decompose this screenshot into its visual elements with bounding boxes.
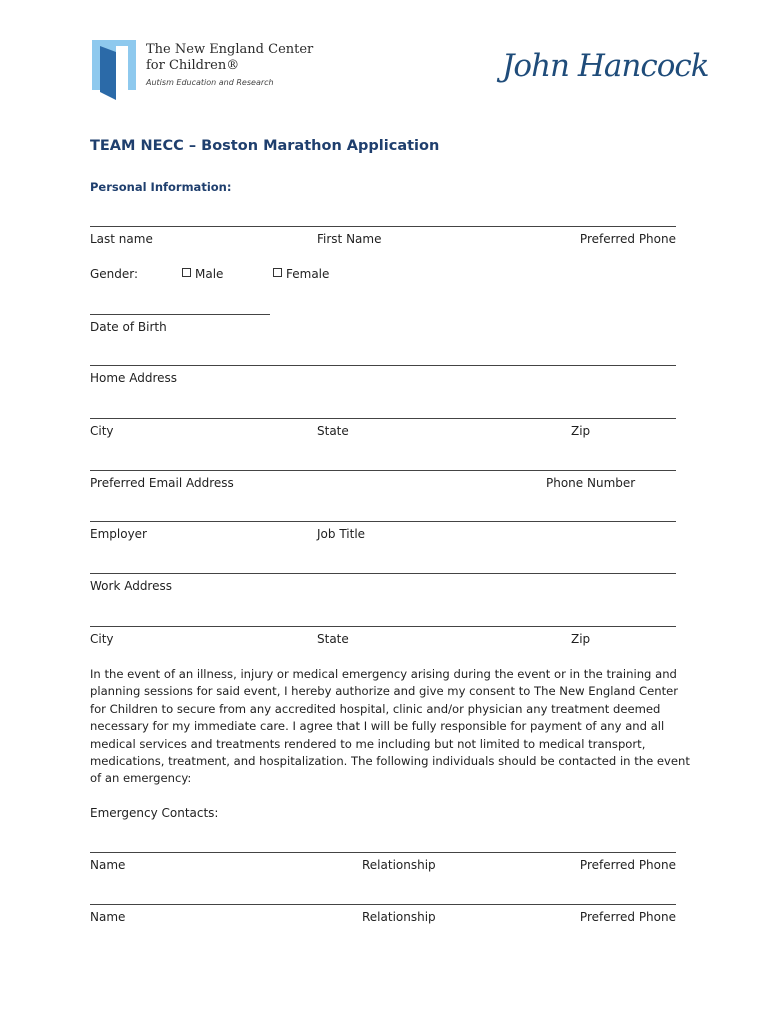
zip-label: Zip [571, 424, 591, 438]
email-phone-line[interactable] [90, 470, 676, 471]
employer-line[interactable] [90, 521, 676, 522]
work-address-line[interactable] [90, 573, 676, 574]
necc-logo-line3: Autism Education and Research [146, 78, 274, 87]
home-address-line[interactable] [90, 365, 676, 366]
female-option[interactable] [273, 267, 329, 281]
preferred-phone-label: Preferred Phone [579, 232, 676, 246]
emergency-contact-1-name-label: Name [90, 858, 126, 872]
necc-logo [90, 38, 314, 100]
emergency-contact-1-line[interactable] [90, 852, 676, 853]
first-name-label: First Name [317, 232, 382, 246]
section-personal-heading: Personal Information: [90, 180, 232, 194]
email-label: Preferred Email Address [90, 476, 234, 490]
consent-paragraph: In the event of an illness, injury or medical emergency arising during the event or in the training and planning sessions for said event, I hereby authorize and give my consent to The New England Center for Children to secure from any accredited hospital, clinic and/or physician any treatment deemed necessary for my immediate care. I agree that I will be fully responsible for payment of any and all medical services and treatments rendered to me including but not limited to medical transport, medications, treatment, and hospitalization. The following individuals should be contacted in the event of an emergency: [90, 667, 690, 786]
state-label: State [317, 424, 349, 438]
necc-logo-line2: for Children® [146, 58, 240, 73]
dob-line[interactable] [90, 314, 270, 315]
male-option[interactable] [182, 267, 223, 281]
name-line[interactable] [90, 226, 676, 227]
emergency-contact-2-name-label: Name [90, 910, 126, 924]
last-name-label: Last name [90, 232, 153, 246]
necc-logo-line1: The New England Center [146, 42, 314, 57]
work-city-state-zip-line[interactable] [90, 626, 676, 627]
emergency-contact-2-phone-label: Preferred Phone [579, 910, 676, 924]
city-label: City [90, 424, 114, 438]
work-state-label: State [317, 632, 349, 646]
emergency-contact-2-line[interactable] [90, 904, 676, 905]
male-label: Male [195, 267, 224, 281]
job-title-label: Job Title [317, 527, 366, 541]
emergency-contact-2-relationship-label: Relationship [362, 910, 436, 924]
emergency-contacts-heading: Emergency Contacts: [90, 806, 219, 820]
necc-logo-mark-icon [90, 38, 138, 100]
phone-number-label: Phone Number [546, 476, 636, 490]
emergency-contact-1-phone-label: Preferred Phone [579, 858, 676, 872]
john-hancock-logo: John Hancock [502, 48, 709, 84]
city-state-zip-line[interactable] [90, 418, 676, 419]
employer-label: Employer [90, 527, 147, 541]
male-checkbox[interactable] [182, 268, 191, 277]
gender-label: Gender: [90, 267, 139, 281]
work-city-label: City [90, 632, 114, 646]
dob-label: Date of Birth [90, 320, 167, 334]
female-label: Female [286, 267, 330, 281]
female-checkbox[interactable] [273, 268, 282, 277]
page-title: TEAM NECC – Boston Marathon Application [90, 138, 440, 154]
home-address-label: Home Address [90, 371, 178, 385]
work-address-label: Work Address [90, 579, 172, 593]
emergency-contact-1-relationship-label: Relationship [362, 858, 436, 872]
work-zip-label: Zip [571, 632, 591, 646]
